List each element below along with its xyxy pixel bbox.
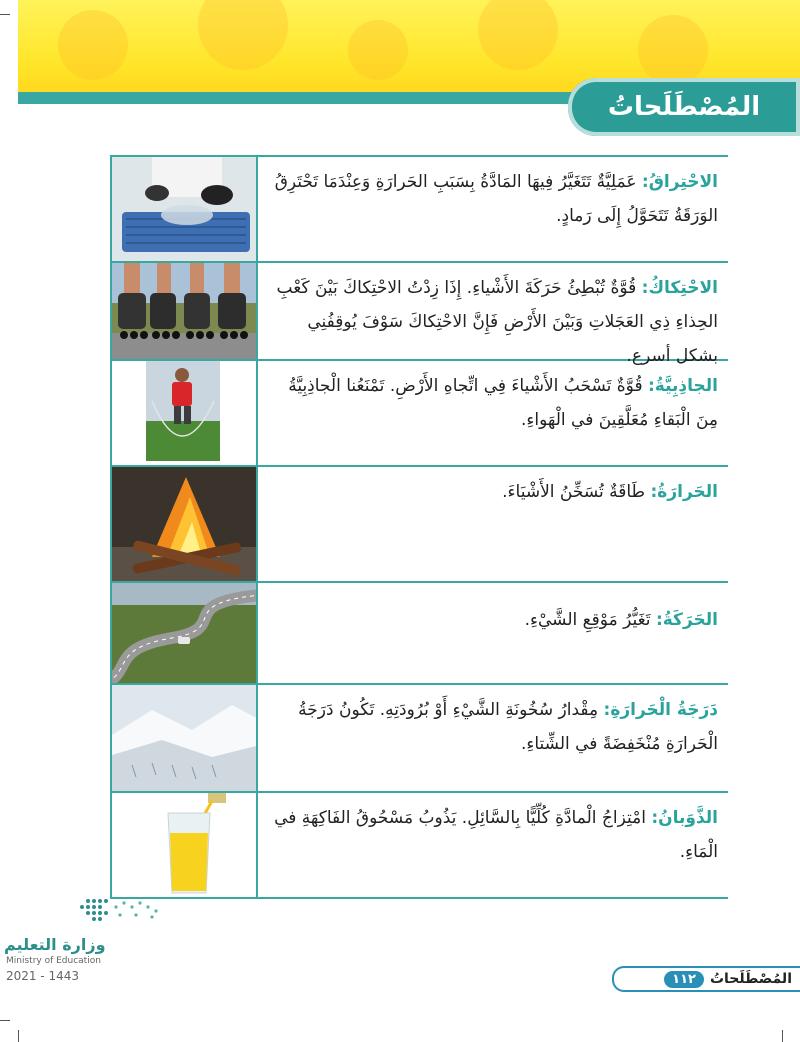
glossary-row bbox=[110, 361, 728, 467]
page-title-tab bbox=[568, 78, 800, 136]
footer-section-label: المُصْطَلَحاتُ bbox=[709, 971, 792, 987]
snowy-landscape-image bbox=[110, 685, 258, 791]
glossary-text bbox=[258, 793, 728, 897]
lab-burning-image bbox=[110, 157, 258, 261]
glossary-term: الحَرَكَةُ: bbox=[655, 610, 718, 630]
edition-year: 2021 - 1443 bbox=[6, 969, 80, 983]
glossary-definition: طَاقَةٌ تُسَخِّنُ الأَشْيَاءَ. bbox=[502, 482, 646, 502]
snowy-landscape-illustration bbox=[112, 685, 258, 791]
glossary-definition: قُوَّةٌ تُبْطِئُ حَرَكَةَ الأَشْياءِ. إِذَا زِدْتُ الاحْتِكاكَ بَيْنَ كَعْبِ الحِذاءِ ذِي العَجَلاتِ وَبَيْنَ الأَرْضِ فَإِنَّ الاحْتِكاكَ سَوْفَ يُوقِفُنِي بشكل أسرع. bbox=[276, 278, 718, 366]
banner-decoration bbox=[58, 10, 128, 80]
banner-decoration bbox=[348, 20, 408, 80]
banner-decoration bbox=[198, 0, 288, 70]
glossary-term: الحَرارَةُ: bbox=[650, 482, 718, 502]
glossary-text bbox=[258, 583, 728, 683]
page-number: ١١٢ bbox=[664, 971, 704, 988]
glossary-definition: مِقْدارُ سُخُونَةِ الشَّيْءِ أَوْ بُرُودَتِهِ. تَكُونُ دَرَجَةُ الْحَرارَةِ مُنْخَفِضَةً في الشِّتاءِ. bbox=[298, 700, 718, 754]
glossary-term: دَرَجَةُ الْحَرارَةِ: bbox=[603, 700, 718, 720]
glossary-text bbox=[258, 685, 728, 791]
boy-jumping-image bbox=[110, 361, 258, 465]
winding-road-illustration bbox=[112, 583, 258, 683]
winding-road-image bbox=[110, 583, 258, 683]
glossary-row bbox=[110, 793, 728, 899]
glossary-term: الجاذِبِيَّةُ: bbox=[647, 376, 718, 396]
glossary-text bbox=[258, 361, 728, 465]
glossary-row bbox=[110, 157, 728, 263]
glossary-text bbox=[258, 467, 728, 581]
ministry-name-arabic: وزارة التعليم bbox=[4, 935, 106, 954]
crop-mark bbox=[18, 1030, 19, 1042]
boy-jumping-illustration bbox=[112, 361, 258, 465]
glossary-row bbox=[110, 467, 728, 583]
glossary-term: الذَّوَبانُ: bbox=[651, 808, 718, 828]
glossary-term: الاحْتِراقُ: bbox=[641, 172, 718, 192]
ministry-name-english: Ministry of Education bbox=[6, 956, 101, 966]
glossary-text bbox=[258, 263, 728, 366]
glossary-row bbox=[110, 583, 728, 685]
roller-skates-image bbox=[110, 263, 258, 359]
glossary-text bbox=[258, 157, 728, 261]
glossary-definition: تَغَيُّرُ مَوْقِعِ الشَّيْءِ. bbox=[524, 610, 651, 630]
crop-mark bbox=[782, 1030, 783, 1042]
banner-decoration bbox=[478, 0, 558, 70]
glossary-term: الاحْتِكاكُ: bbox=[641, 278, 718, 298]
crop-mark bbox=[0, 14, 10, 15]
roller-skates-illustration bbox=[112, 263, 258, 359]
juice-glass-image bbox=[110, 793, 258, 897]
glossary-row bbox=[110, 685, 728, 793]
crop-mark bbox=[0, 1020, 10, 1021]
glossary-table bbox=[110, 155, 728, 899]
juice-glass-illustration bbox=[112, 793, 258, 897]
campfire-illustration bbox=[112, 467, 258, 581]
glossary-definition: قُوَّةٌ تَسْحَبُ الأَشْياءَ فِي اتِّجاهِ الأَرْضِ. تَمْنَعُنا الْجاذِبِيَّةُ مِنَ الْبَقاءِ مُعَلَّقِينَ في الْهَواءِ. bbox=[288, 376, 718, 430]
glossary-row bbox=[110, 263, 728, 366]
glossary-definition: امْتِزاجُ الْمادَّةِ كُلِّيًّا بِالسَّائِلِ. يَذُوبُ مَسْحُوقُ الفَاكِهَةِ في الْمَاءِ. bbox=[274, 808, 718, 862]
glossary-definition: عَمَلِيَّةٌ تَتَغَيَّرُ فِيهَا المَادَّةُ بِسَبَبِ الحَرارَةِ وَعِنْدَمَا تَحْتَرِقُ الوَرَقَةُ تَتَحَوَّلُ إِلَى رَمادٍ. bbox=[274, 172, 718, 226]
lab-burning-illustration bbox=[112, 157, 258, 261]
page-footer bbox=[612, 966, 800, 992]
ministry-logo bbox=[4, 893, 144, 983]
page-title: المُصْطَلَحاتُ bbox=[607, 92, 761, 122]
campfire-image bbox=[110, 467, 258, 581]
banner-decoration bbox=[638, 15, 708, 85]
ministry-logo-dots-icon bbox=[74, 893, 174, 933]
